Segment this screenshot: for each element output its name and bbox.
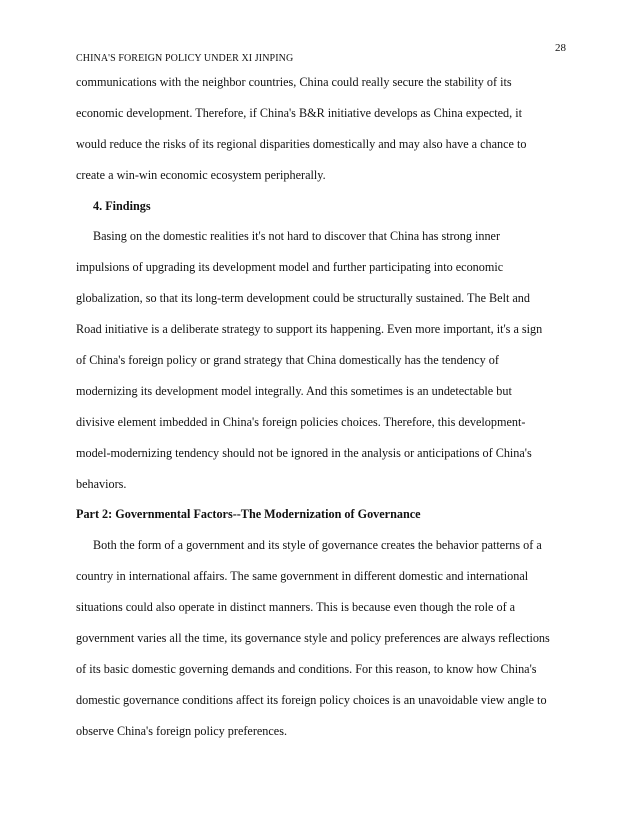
text-line: globalization, so that its long-term development could be structurally sustained. The Belt and <box>76 291 530 306</box>
text-line: of its basic domestic governing demands and conditions. For this reason, to know how China's <box>76 661 537 676</box>
text-line: domestic governance conditions affect its foreign policy choices is an unavoidable view angle to <box>76 692 547 707</box>
section-heading: 4. Findings <box>93 198 151 213</box>
text-line: Road initiative is a deliberate strategy to support its happening. Even more important, it's a sign <box>76 322 543 337</box>
text-line: Both the form of a government and its style of governance creates the behavior patterns of a <box>93 538 542 553</box>
text-line: modernizing its development model integrally. And this sometimes is an undetectable but <box>76 383 512 398</box>
text-line: create a win-win economic ecosystem peripherally. <box>76 167 326 182</box>
text-line: observe China's foreign policy preferences. <box>76 723 287 738</box>
text-line: situations could also operate in distinct manners. This is because even though the role of a <box>76 600 516 615</box>
section-heading: Part 2: Governmental Factors--The Modernization of Governance <box>76 507 421 522</box>
text-line: Basing on the domestic realities it's not hard to discover that China has strong inner <box>93 229 501 244</box>
text-line: government varies all the time, its governance style and policy preferences are always reflections <box>76 631 550 646</box>
text-line: impulsions of upgrading its development model and further participating into economic <box>76 260 504 275</box>
text-line: economic development. Therefore, if China's B&R initiative develops as China expected, it <box>76 105 523 120</box>
page-number: 28 <box>555 42 566 54</box>
document-body <box>76 67 566 747</box>
text-line: model-modernizing tendency should not be ignored in the analysis or anticipations of China's <box>76 445 532 460</box>
text-line: communications with the neighbor countries, China could really secure the stability of its <box>76 75 512 89</box>
text-line: behaviors. <box>76 476 127 491</box>
running-head: CHINA'S FOREIGN POLICY UNDER XI JINPING <box>76 53 294 64</box>
text-line: country in international affairs. The same government in different domestic and international <box>76 569 529 584</box>
text-line: of China's foreign policy or grand strategy that China domestically has the tendency of <box>76 353 499 368</box>
text-line: divisive element imbedded in China's foreign policies choices. Therefore, this development- <box>76 414 526 429</box>
text-line: would reduce the risks of its regional disparities domestically and may also have a chance to <box>76 136 527 151</box>
